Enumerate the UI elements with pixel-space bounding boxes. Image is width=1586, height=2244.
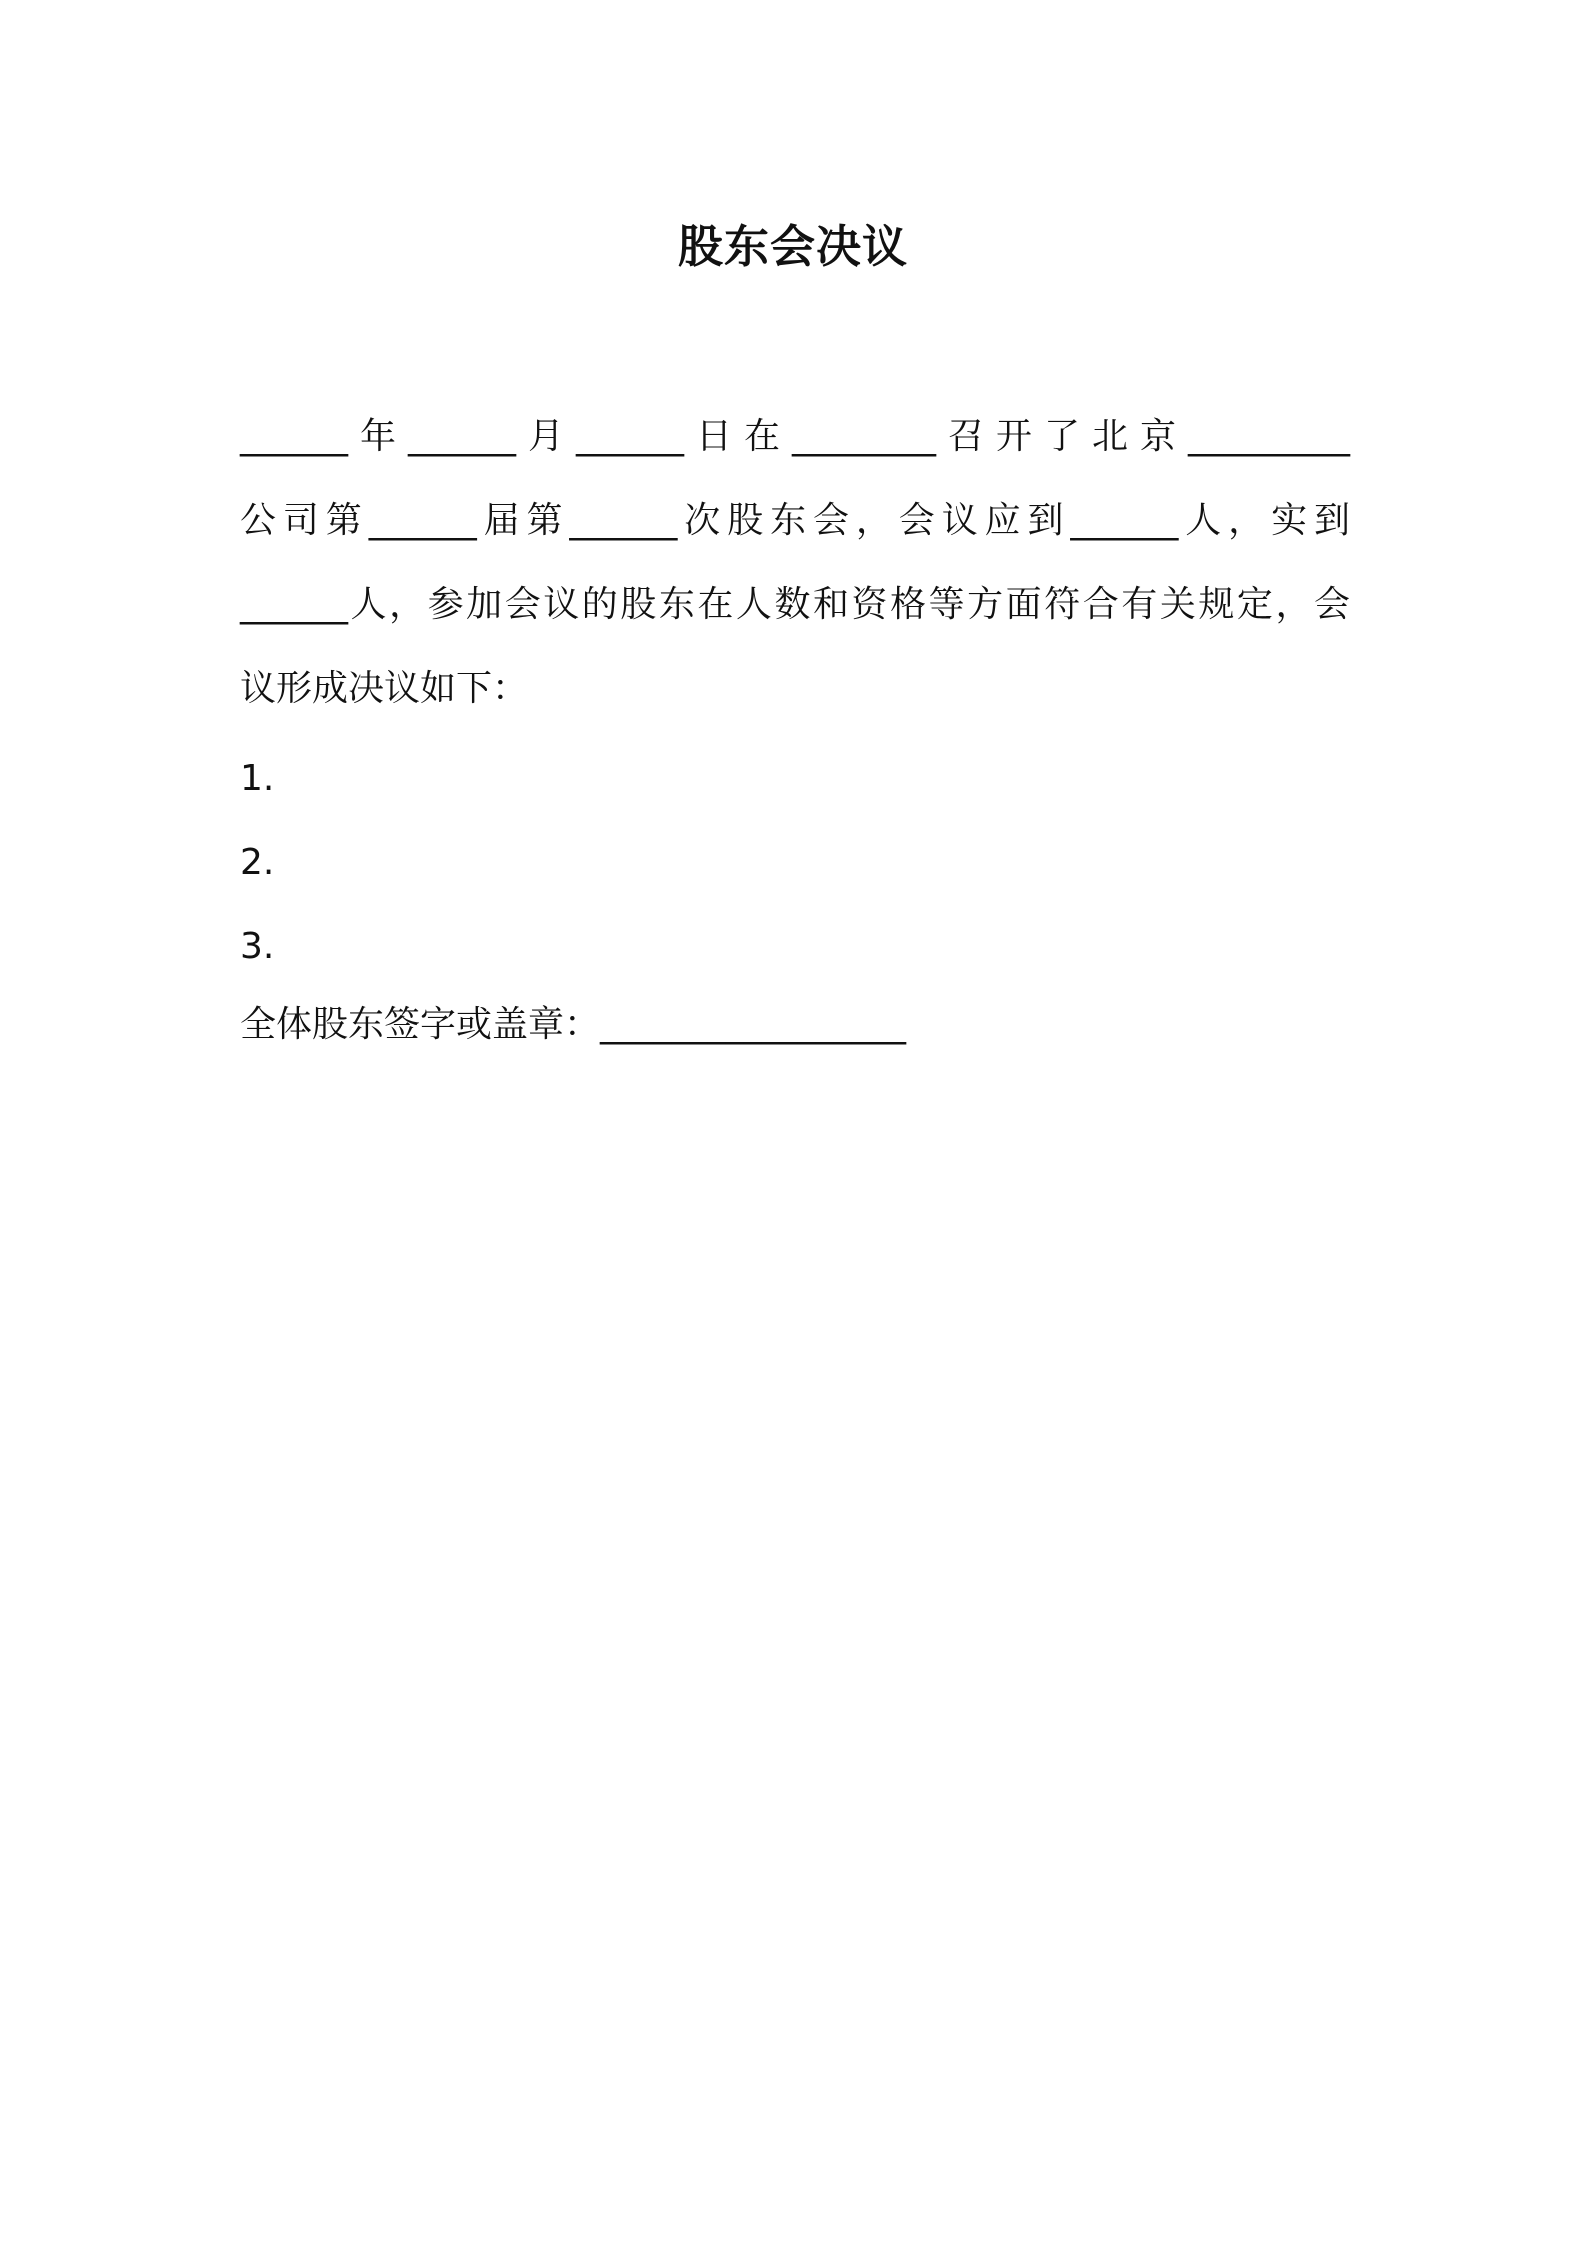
paragraph-line-1: ______年______月______日在________召开了北京_________ [240,416,1350,457]
resolution-item-1: 1. [240,758,275,799]
document-title: 股东会决议 [677,220,908,273]
paragraph-line-2: 公司第______届第______次股东会，会议应到______人，实到 [240,500,1350,541]
signature-line: 全体股东签字或盖章：_________________ [240,1004,907,1045]
resolution-item-3: 3. [240,926,275,967]
paragraph-line-3: ______人，参加会议的股东在人数和资格等方面符合有关规定，会 [240,584,1350,625]
paragraph-line-4: 议形成决议如下： [240,668,529,709]
resolution-item-2: 2. [240,842,275,883]
